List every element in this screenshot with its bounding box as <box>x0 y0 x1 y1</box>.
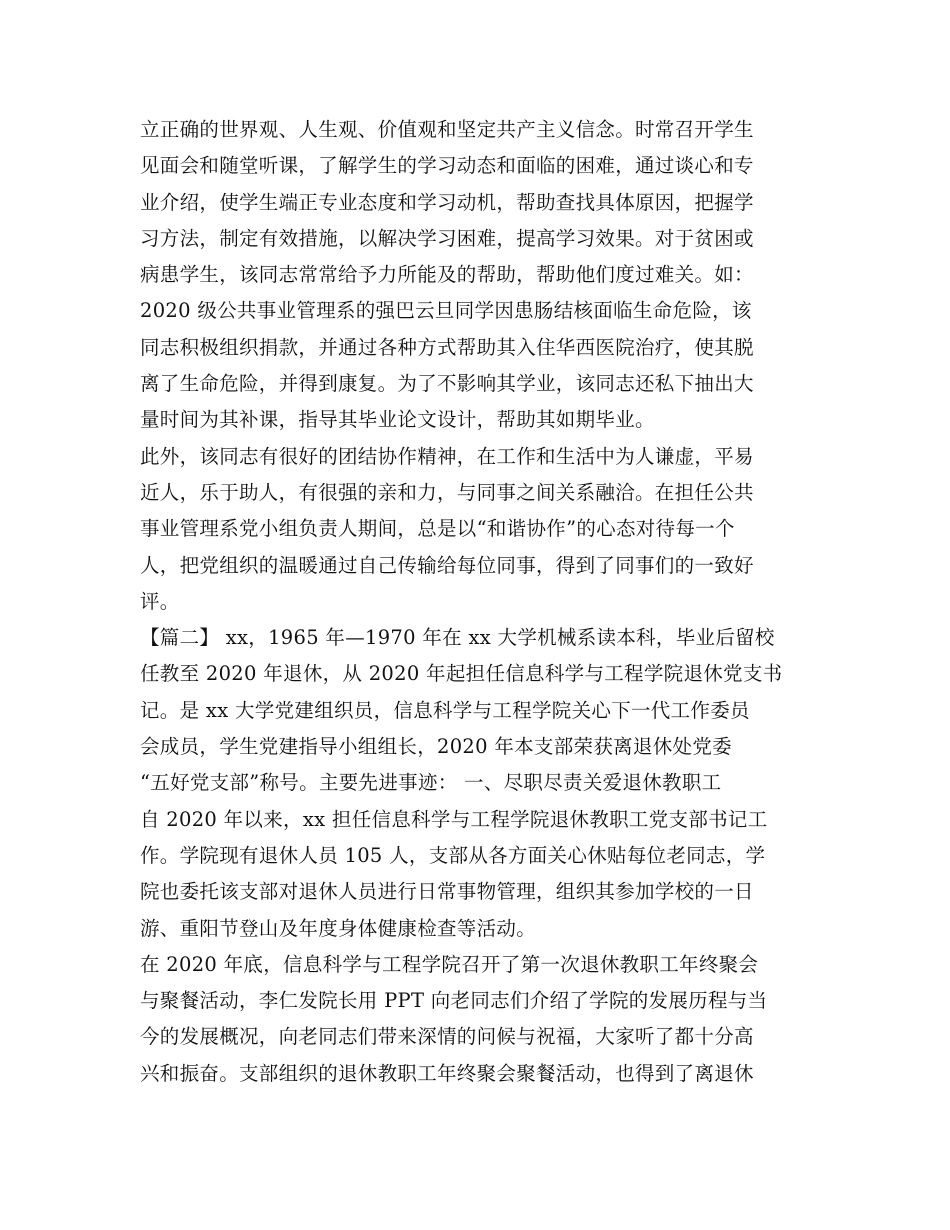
text-line: 与聚餐活动，李仁发院长用 PPT 向老同志们介绍了学院的发展历程与当 <box>140 989 768 1013</box>
text-line: 立正确的世界观、人生观、价值观和坚定共产主义信念。时常召开学生 <box>140 118 754 141</box>
text-line: 在 2020 年底，信息科学与工程学院召开了第一次退休教职工年终聚会 <box>140 952 759 976</box>
text-line: 记。是 xx 大学党建组织员，信息科学与工程学院关心下一代工作委员 <box>140 698 750 722</box>
text-line: 病患学生，该同志常常给予力所能及的帮助，帮助他们度过难关。如： <box>140 263 754 287</box>
text-line: 事业管理系党小组负责人期间，总是以“和谐协作”的心态对待每一个 <box>140 517 735 541</box>
text-line: 兴和振奋。支部组织的退休教职工年终聚会聚餐活动，也得到了离退休 <box>140 1061 754 1085</box>
section-heading-line: 【篇二】 xx，1965 年—1970 年在 xx 大学机械系读本科，毕业后留校 <box>140 626 775 650</box>
text-line: 见面会和随堂听课，了解学生的学习动态和面临的困难，通过谈心和专 <box>140 154 754 178</box>
text-line: 院也委托该支部对退休人员进行日常事物管理，组织其参加学校的一日 <box>140 880 754 904</box>
text-line: 业介绍，使学生端正专业态度和学习动机，帮助查找具体原因，把握学 <box>140 190 754 214</box>
document-body <box>140 112 820 1092</box>
text-line: 2020 级公共事业管理系的强巴云旦同学因患肠结核面临生命危险，该 <box>140 299 752 323</box>
text-line: “五好党支部”称号。主要先进事迹： 一、尽职尽责关爱退休教职工 <box>140 771 722 795</box>
text-line: 自 2020 年以来，xx 担任信息科学与工程学院退休教职工党支部书记工 <box>140 807 768 831</box>
text-line: 习方法，制定有效措施，以解决学习困难，提高学习效果。对于贫困或 <box>140 226 754 250</box>
text-line: 此外，该同志有很好的团结协作精神，在工作和生活中为人谦虚，平易 <box>140 444 754 468</box>
text-line: 同志积极组织捐款，并通过各种方式帮助其入住华西医院治疗，使其脱 <box>140 335 754 359</box>
text-line: 会成员，学生党建指导小组组长，2020 年本支部荣获离退休处党委 <box>140 735 732 759</box>
text-line: 游、重阳节登山及年度身体健康检查等活动。 <box>140 916 537 940</box>
text-line: 人，把党组织的温暖通过自己传输给每位同事，得到了同事们的一致好 <box>140 553 754 577</box>
text-line: 离了生命危险，并得到康复。为了不影响其学业，该同志还私下抽出大 <box>140 372 754 396</box>
text-line: 任教至 2020 年退休，从 2020 年起担任信息科学与工程学院退休党支书 <box>140 662 783 686</box>
text-line: 近人，乐于助人，有很强的亲和力，与同事之间关系融洽。在担任公共 <box>140 480 754 504</box>
text-line: 评。 <box>140 589 180 613</box>
text-line: 量时间为其补课，指导其毕业论文设计，帮助其如期毕业。 <box>140 408 655 432</box>
text-line: 作。学院现有退休人员 105 人，支部从各方面关心休贴每位老同志，学 <box>140 843 766 867</box>
text-line: 今的发展概况，向老同志们带来深情的问候与祝福，大家听了都十分高 <box>140 1025 754 1049</box>
